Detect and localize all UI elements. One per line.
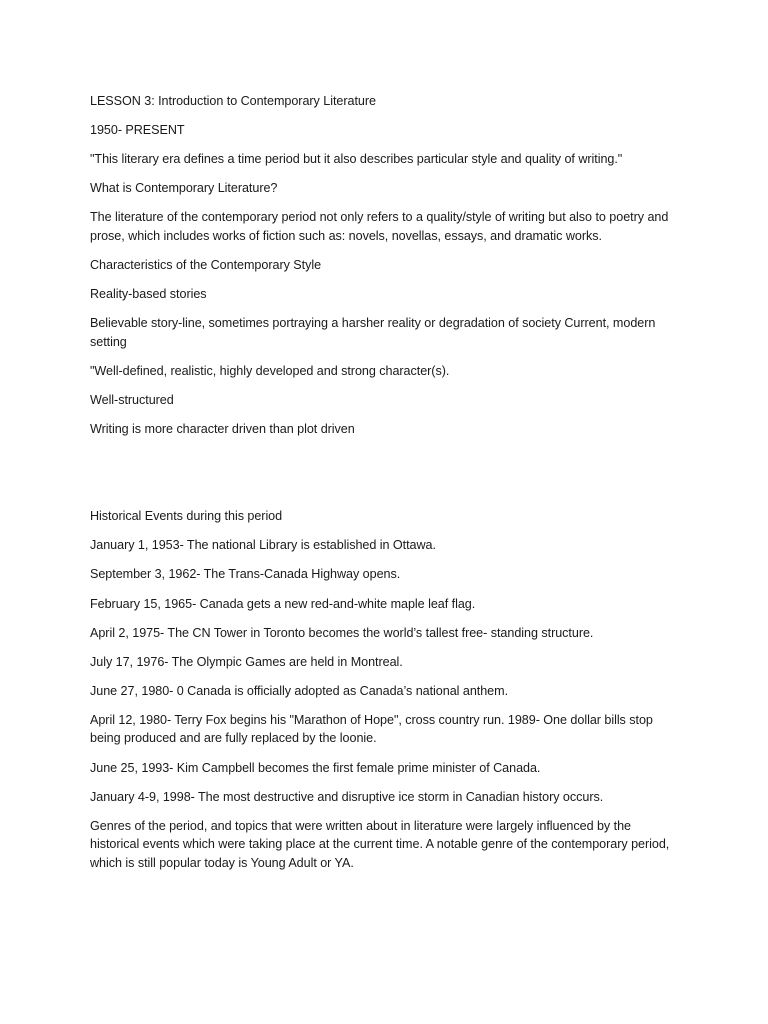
historical-event: April 2, 1975- The CN Tower in Toronto becomes the world’s tallest free- standing structure.: [90, 625, 594, 640]
historical-event: April 12, 1980- Terry Fox begins his "Marathon of Hope", cross country run. 1989- One dollar bills stop being produced and are fully replaced by the loonie.: [90, 712, 653, 746]
characteristic-item: Reality-based stories: [90, 287, 207, 302]
characteristic-item: Well-structured: [90, 393, 174, 408]
document-body: [90, 92, 680, 883]
characteristic-item: "Well-defined, realistic, highly developed and strong character(s).: [90, 363, 450, 378]
historical-event: July 17, 1976- The Olympic Games are held in Montreal.: [90, 654, 403, 669]
historical-event: September 3, 1962- The Trans-Canada Highway opens.: [90, 567, 401, 582]
lesson-title: LESSON 3: Introduction to Contemporary Literature: [90, 94, 376, 108]
historical-event: January 4-9, 1998- The most destructive and disruptive ice storm in Canadian history occurs.: [90, 789, 604, 804]
historical-event: February 15, 1965- Canada gets a new red-and-white maple leaf flag.: [90, 596, 476, 611]
blank-space: [90, 449, 680, 507]
characteristic-item: Believable story-line, sometimes portraying a harsher reality or degradation of society Current, modern setting: [90, 316, 656, 349]
historical-event: June 25, 1993- Kim Campbell becomes the first female prime minister of Canada.: [90, 760, 541, 775]
historical-event: June 27, 1980- 0 Canada is officially adopted as Canada’s national anthem.: [90, 683, 509, 698]
definition-paragraph: The literature of the contemporary period not only refers to a quality/style of writing but also to poetry and prose, which includes works of fiction such as: novels, novellas, essays, and dramatic works.: [90, 210, 669, 243]
era-range: 1950- PRESENT: [90, 123, 185, 138]
characteristics-heading: Characteristics of the Contemporary Style: [90, 258, 322, 273]
historical-events-heading: Historical Events during this period: [90, 509, 283, 524]
genres-paragraph: Genres of the period, and topics that were written about in literature were largely influenced by the historical events which were taking place at the current time. A notable genre of the contemporary period, which is still popular today is Young Adult or YA.: [90, 818, 670, 870]
question-heading: What is Contemporary Literature?: [90, 181, 278, 196]
era-quote: "This literary era defines a time period but it also describes particular style and quality of writing.": [90, 152, 623, 167]
characteristic-item: Writing is more character driven than plot driven: [90, 422, 355, 437]
historical-event: January 1, 1953- The national Library is established in Ottawa.: [90, 538, 436, 553]
